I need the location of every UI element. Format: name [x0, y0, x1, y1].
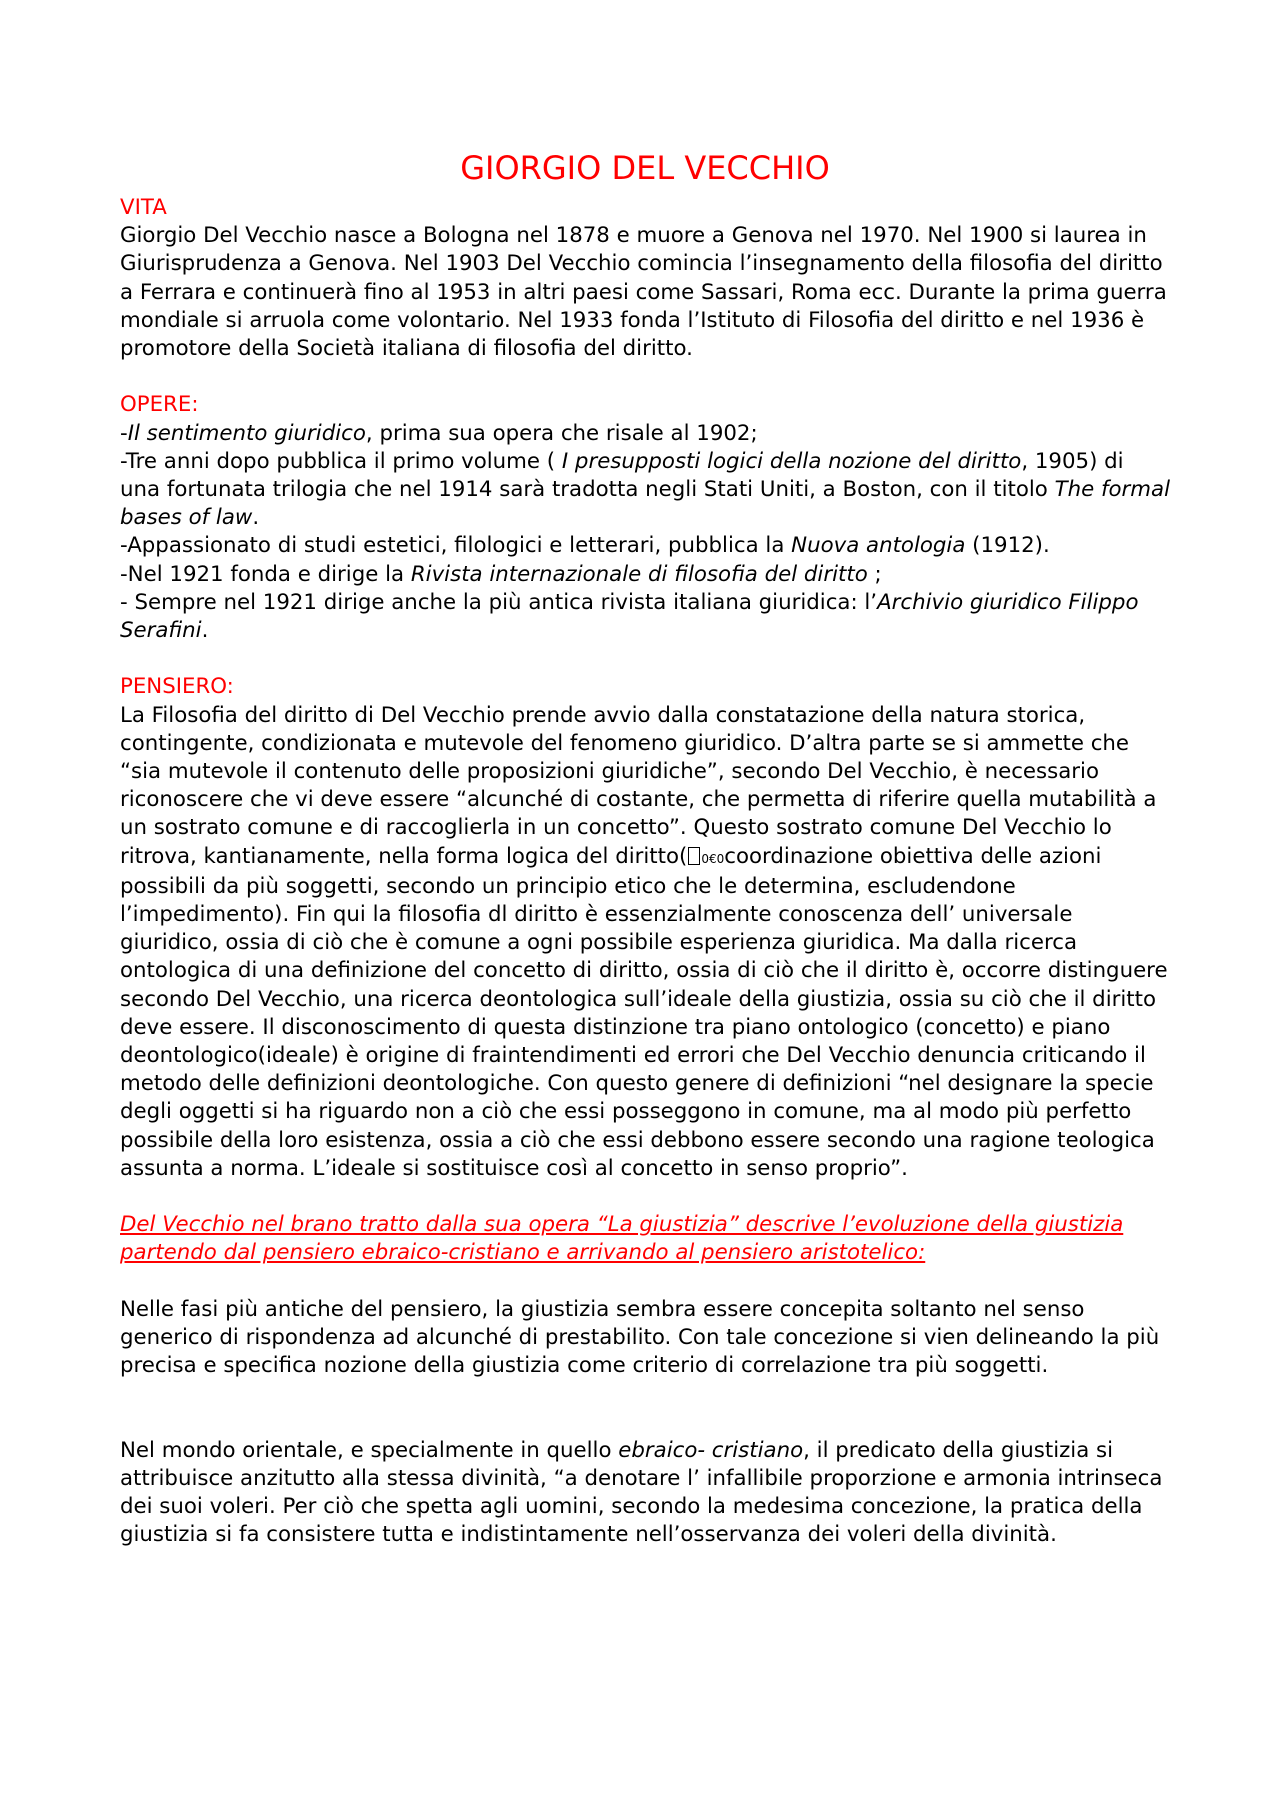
brano-paragraph-1: Nelle fasi più antiche del pensiero, la giustizia sembra essere concepita soltanto nel senso generico di rispondenza ad alcunché di prestabilito. Con tale concezione si vien delineando la più precisa e specifica nozione della giustizia come criterio di correlazione tra più soggetti.	[120, 1296, 1160, 1379]
spacer	[120, 645, 1170, 673]
opere-item-2-title: I presupposti logici della nozione del diritto	[561, 448, 1022, 474]
opere-item-1-title: Il sentimento giuridico	[127, 420, 366, 446]
pensiero-text-start: La Filosofia del diritto di Del Vecchio prende avvio dalla constatazione della natura storica, contingente, condizionata e mutevole del fenomeno giuridico. D’altra parte se si ammette che “sia mutevole il contenuto delle proposizioni giuridiche”, secondo Del Vecchio, è necessario riconoscere che vi deve essere “alcunché di costante, che permetta di riferire quella mutabilità a un sostrato comune e di raccoglierla in un concetto”. Questo sostrato comune Del Vecchio lo ritrova, kantianamente, nella forma logica del diritto(	[120, 702, 1157, 869]
glyph-artifact: 0€0	[701, 851, 725, 866]
spacer	[120, 1268, 1170, 1296]
brano-paragraph-2	[120, 1437, 1170, 1550]
spacer	[120, 363, 1170, 391]
brano-paragraph-2-start: Nel mondo orientale, e specialmente in quello	[120, 1437, 619, 1463]
opere-item-3-text: (1912).	[965, 533, 1050, 559]
spacer	[120, 1183, 1170, 1211]
opere-item-5-text: .	[201, 618, 209, 644]
opere-item-3-title: Nuova antologia	[791, 533, 966, 559]
opere-item-2-title-2: The formal bases of law	[120, 477, 1170, 531]
opere-item-2	[120, 448, 1170, 533]
opere-item-5-title: Archivio giuridico Filippo Serafini	[120, 589, 1139, 644]
opere-item-1	[120, 420, 1170, 448]
missing-glyph-icon	[688, 847, 700, 865]
vita-paragraph: Giorgio Del Vecchio nasce a Bologna nel 1878 e muore a Genova nel 1970. Nel 1900 si laurea in Giurisprudenza a Genova. Nel 1903 Del Vecchio comincia l’insegnamento della filosofia del diritto a Ferrara e continuerà fino al 1953 in altri paesi come Sassari, Roma ecc. Durante la prima guerra mondiale si arruola come volontario. Nel 1933 fonda l’Istituto di Filosofia del diritto e nel 1936 è promotore della Società italiana di filosofia del diritto.	[120, 223, 1167, 362]
brano-paragraph-2-end: , il predicato della giustizia si attribuisce anzitutto alla stessa divinità, “a denotare l’ infallibile proporzione e armonia intrinseca dei suoi voleri. Per ciò che spetta agli uomini, secondo la medesima concezione, la pratica della giustizia si fa consistere tutta e indistintamente nell’osservanza dei voleri della divinità.	[120, 1437, 1163, 1548]
opere-item-4-text: ;	[867, 561, 882, 587]
opere-item-3	[120, 532, 1170, 560]
opere-item-2-prefix: -Tre anni dopo pubblica il primo volume (	[120, 448, 562, 474]
spacer	[120, 1380, 1170, 1436]
opere-item-3-prefix: -Appassionato di studi estetici, filologici e letterari, pubblica la	[120, 533, 792, 559]
opere-item-1-text: , prima sua opera che risale al 1902;	[365, 420, 758, 446]
brano-paragraph-2-italic: ebraico- cristiano	[618, 1437, 804, 1463]
opere-item-2-text: , 1905) di una fortunata trilogia che nel 1914 sarà tradotta negli Stati Uniti, a Boston, con il titolo	[120, 448, 1124, 503]
opere-item-4-prefix: -Nel 1921 fonda e dirige la	[120, 561, 411, 587]
opere-item-1-prefix: -	[120, 420, 128, 446]
opere-item-4-title: Rivista internazionale di filosofia del diritto	[410, 561, 868, 587]
opere-item-2-end: .	[252, 505, 260, 531]
pensiero-paragraph	[120, 702, 1170, 1183]
document-title: GIORGIO DEL VECCHIO	[460, 149, 830, 187]
brano-intro: Del Vecchio nel brano tratto dalla sua opera “La giustizia” descrive l’evoluzione della giustizia partendo dal pensiero ebraico-cristiano e arrivando al pensiero aristotelico:	[120, 1212, 1124, 1266]
document-page	[120, 148, 1170, 1550]
opere-item-5-prefix: - Sempre nel 1921 dirige anche la più antica rivista italiana giuridica: l’	[120, 589, 878, 615]
section-heading-vita: VITA	[120, 195, 167, 220]
opere-item-4	[120, 561, 1170, 589]
section-heading-pensiero: PENSIERO:	[120, 674, 234, 700]
pensiero-text-end: coordinazione obiettiva delle azioni possibili da più soggetti, secondo un principio etico che le determina, escludendone l’impedimento). Fin qui la filosofia dl diritto è essenzialmente conoscenza dell’ universale giuridico, ossia di ciò che è comune a ogni possibile esperienza giuridica. Ma dalla ricerca ontologica di una definizione del concetto di diritto, ossia di ciò che il diritto è, occorre distinguere secondo Del Vecchio, una ricerca deontologica sull’ideale della giustizia, ossia su ciò che il diritto deve essere. Il disconoscimento di questa distinzione tra piano ontologico (concetto) e piano deontologico(ideale) è origine di fraintendimenti ed errori che Del Vecchio denuncia criticando il metodo delle definizioni deontologiche. Con questo genere di definizioni “nel designare la specie degli oggetti si ha riguardo non a ciò che essi posseggono in comune, ma al modo più perfetto possibile della loro esistenza, ossia a ciò che essi debbono essere secondo una ragione teologica assunta a norma. L’ideale si sostituisce così al concetto in senso proprio”.	[120, 843, 1168, 1181]
opere-item-5	[120, 589, 1170, 645]
section-heading-opere: OPERE:	[120, 392, 199, 418]
